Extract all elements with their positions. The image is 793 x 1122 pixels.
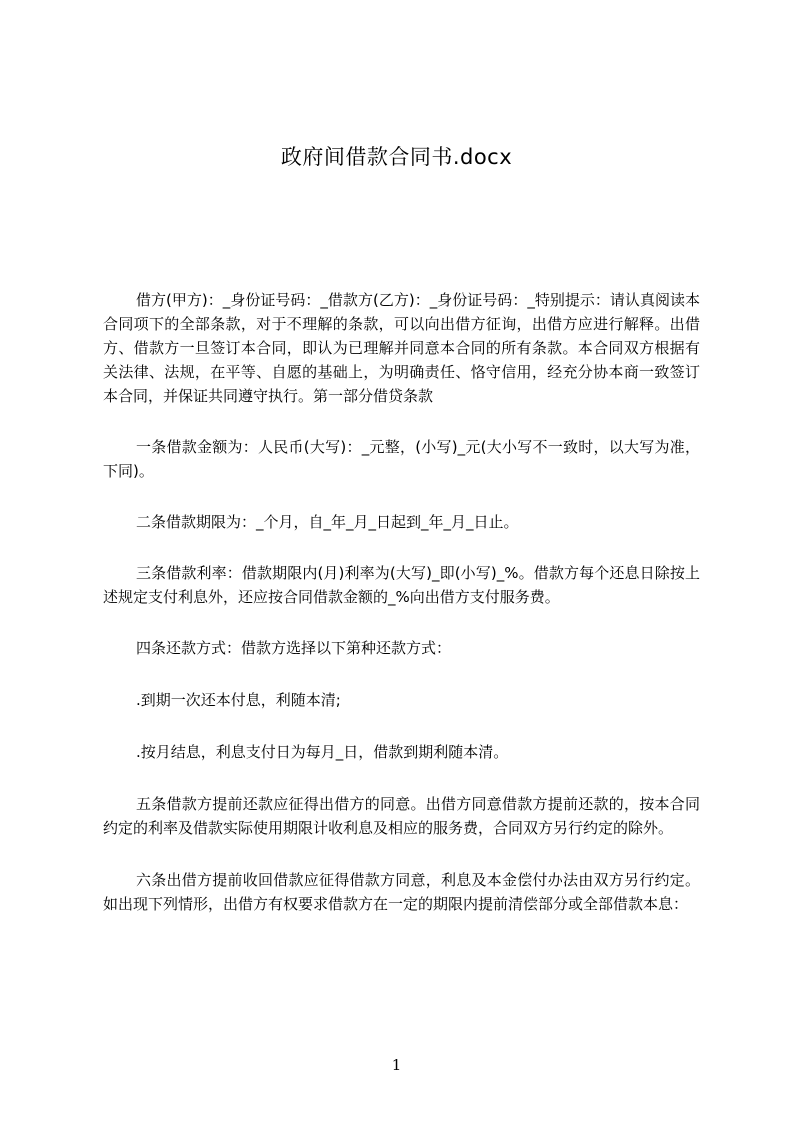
paragraph-article-6: 六条出借方提前收回借款应征得借款方同意，利息及本金偿付办法由双方另行约定。如出现下列情形，出借方有权要求借款方在一定的期限内提前清偿部分或全部借款本息： xyxy=(103,871,700,913)
paragraph-preamble: 借方(甲方)：_身份证号码：_借款方(乙方)：_身份证号码：_特别提示：请认真阅读本合同项下的全部条款，对于不理解的条款，可以向出借方征询，出借方应进行解释。出借方、借款方一旦签订本合同，即认为已理解并同意本合同的所有条款。本合同双方根据有关法律、法规，在平等、自愿的基础上，为明确责任、恪守信用，经充分协本商一致签订本合同，并保证共同遵守执行。第一部分借贷条款 xyxy=(103,291,700,405)
page-number: 1 xyxy=(391,1056,402,1074)
paragraph-article-2: 二条借款期限为：_个月，自_年_月_日起到_年_月_日止。 xyxy=(136,513,519,531)
paragraph-article-1: 一条借款金额为：人民币(大写)：_元整，(小写)_元(大小写不一致时，以大写为准，下同)。 xyxy=(103,438,700,480)
document-title: 政府间借款合同书.docx xyxy=(280,145,513,169)
paragraph-article-3: 三条借款利率：借款期限内(月)利率为(大写)_即(小写)_%。借款方每个还息日除按上述规定支付利息外，还应按合同借款金额的_%向出借方支付服务费。 xyxy=(103,564,700,606)
paragraph-article-5: 五条借款方提前还款应征得出借方的同意。出借方同意借款方提前还款的，按本合同约定的利率及借款实际使用期限计收利息及相应的服务费，合同双方另行约定的除外。 xyxy=(103,795,700,837)
paragraph-option-2: .按月结息，利息支付日为每月_日，借款到期利随本清。 xyxy=(136,743,509,761)
paragraph-option-1: .到期一次还本付息，利随本清; xyxy=(136,691,341,709)
document-body xyxy=(103,288,700,916)
paragraph-article-4: 四条还款方式：借款方选择以下第种还款方式： xyxy=(136,639,452,657)
